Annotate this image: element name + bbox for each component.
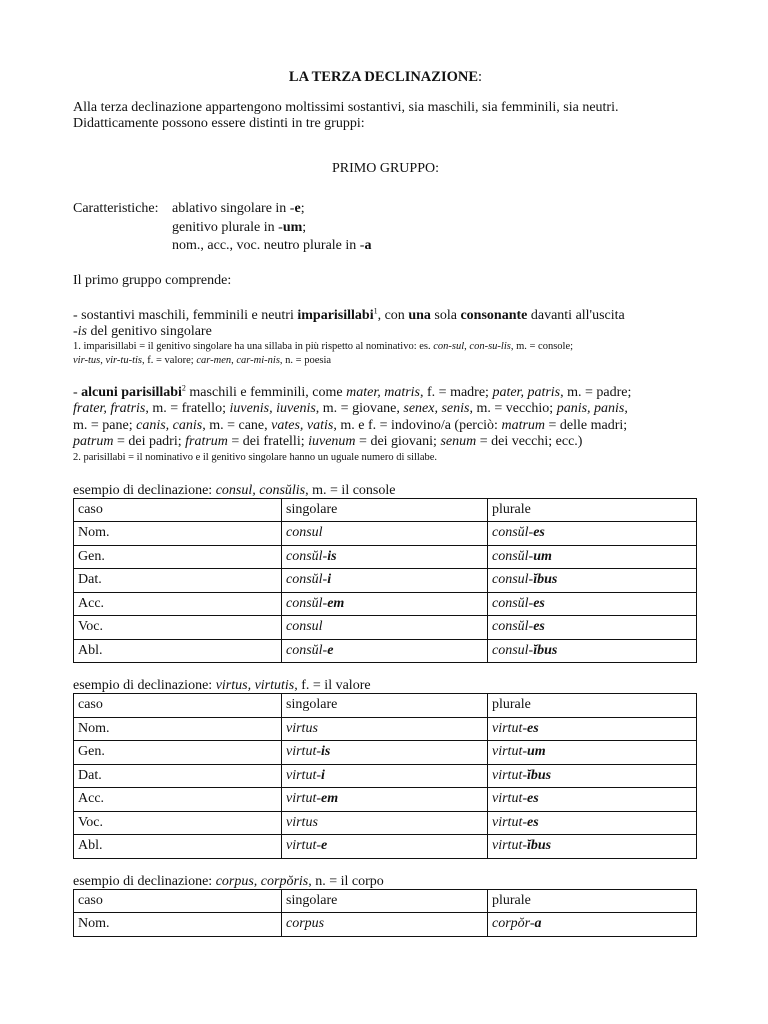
text-run: , f. = valore; xyxy=(142,354,197,366)
text-run-italic: senex, senis xyxy=(403,401,470,416)
text-run: esempio di declinazione: xyxy=(73,873,216,889)
text-run: - sostantivi maschili, femminili e neutri xyxy=(73,307,298,323)
text-run: esempio di declinazione: xyxy=(73,678,216,693)
text-run-italic: senum xyxy=(440,434,477,449)
singular-cell xyxy=(282,741,488,765)
table-row xyxy=(74,835,697,859)
table-row xyxy=(74,522,697,546)
text-run: = delle madri; xyxy=(545,417,628,433)
characteristic-tail: ; xyxy=(302,219,307,235)
plural-cell xyxy=(488,639,697,663)
text-run-italic: car-mi-nis xyxy=(236,354,280,366)
case-cell: Voc. xyxy=(74,616,282,640)
plural-cell xyxy=(488,913,697,937)
text-run-italic: corpus xyxy=(286,916,325,932)
footnote-1-line-1 xyxy=(73,340,698,354)
plural-cell xyxy=(488,616,697,640)
text-run: , xyxy=(231,354,237,366)
text-run-italic: patrum xyxy=(73,434,114,449)
table-row xyxy=(74,811,697,835)
text-run-italic: consŭl- xyxy=(286,642,328,658)
ending-bold-italic: i xyxy=(321,767,325,783)
table-header-row xyxy=(74,889,697,913)
point-2-line xyxy=(73,418,698,435)
text-run-italic: virtus xyxy=(286,720,318,736)
point-parisillabi xyxy=(73,382,698,451)
text-run-italic: con-sul xyxy=(433,340,465,352)
table-header-row xyxy=(74,498,697,522)
characteristic-item xyxy=(172,219,698,238)
characteristics-label: Caratteristiche: xyxy=(73,201,159,216)
case-cell: Acc. xyxy=(74,788,282,812)
text-run-italic: virtut- xyxy=(492,720,527,736)
text-run: , xyxy=(624,401,628,416)
text-run-italic: consŭl- xyxy=(492,619,534,635)
text-run-italic: virtut- xyxy=(492,791,527,807)
characteristics-block xyxy=(73,200,698,256)
table-header-row xyxy=(74,694,697,718)
characteristic-text: genitivo plurale in - xyxy=(172,219,283,235)
case-cell: Abl. xyxy=(74,639,282,663)
table-row xyxy=(74,592,697,616)
table-row xyxy=(74,545,697,569)
text-run: m. = pane; xyxy=(73,417,137,433)
example-caption xyxy=(73,484,698,498)
text-run-italic: consŭl- xyxy=(286,595,328,611)
text-run: sola xyxy=(430,307,461,323)
text-run: - xyxy=(73,384,82,400)
text-run-italic: consŭl- xyxy=(286,548,328,564)
column-header: plurale xyxy=(488,694,697,718)
footnote-ref: 2 xyxy=(181,382,186,392)
text-run: 1. imparisillabi = il genitivo singolare ha una sillaba in più rispetto al nominativo: es. xyxy=(73,340,434,352)
declension-table xyxy=(73,498,697,664)
ending-bold-italic: is xyxy=(327,548,337,564)
text-run-italic: con-su-lis xyxy=(469,340,511,352)
table-row xyxy=(74,788,697,812)
text-run: , m. = vecchio; xyxy=(469,401,557,416)
intro-line-1: Alla terza declinazione appartengono moltissimi sostantivi, sia maschili, sia femminili, sia neutri. xyxy=(73,100,619,115)
declension-table xyxy=(73,693,697,859)
singular-cell xyxy=(282,811,488,835)
case-cell: Gen. xyxy=(74,545,282,569)
table-row xyxy=(74,639,697,663)
singular-cell xyxy=(282,639,488,663)
ending-bold-italic: a xyxy=(534,916,542,932)
text-run: , xyxy=(100,354,106,366)
text-run: , f. = il valore xyxy=(294,678,371,693)
text-run-italic: frater, fratris xyxy=(73,401,146,416)
singular-cell xyxy=(282,788,488,812)
text-run: = dei fratelli; xyxy=(227,434,309,449)
ending-bold-italic: um xyxy=(533,548,552,564)
text-run: = dei giovani; xyxy=(355,434,441,449)
text-run: esempio di declinazione: xyxy=(73,482,216,498)
text-run: , m. = console; xyxy=(510,340,574,352)
text-run-italic: virtut- xyxy=(286,767,321,783)
text-run-italic: consŭl- xyxy=(492,595,534,611)
text-run-italic: iuvenis, iuvenis xyxy=(229,401,316,416)
text-run-italic: canis, canis xyxy=(136,417,203,433)
characteristic-tail: ; xyxy=(300,201,305,216)
text-run-italic: virtut- xyxy=(286,791,321,807)
column-header: singolare xyxy=(282,889,488,913)
example-caption xyxy=(73,875,698,889)
text-run-italic: virtus, virtutis xyxy=(215,678,295,693)
case-cell: Gen. xyxy=(74,741,282,765)
column-header: plurale xyxy=(488,498,697,522)
point-2-line xyxy=(73,382,698,402)
table-row xyxy=(74,717,697,741)
point-1-line-1 xyxy=(73,305,698,324)
characteristic-text: ablativo singolare in - xyxy=(172,201,295,216)
singular-cell xyxy=(282,545,488,569)
declension-table xyxy=(73,889,697,937)
plural-cell xyxy=(488,764,697,788)
ending-bold-italic: ĭbus xyxy=(527,767,552,783)
characteristics-list xyxy=(172,200,698,256)
text-run-bold: consonante xyxy=(460,307,528,323)
point-2-line xyxy=(73,434,698,451)
text-run-italic: consŭl- xyxy=(492,548,534,564)
intro-paragraph xyxy=(73,100,698,132)
ending-bold-italic: em xyxy=(327,595,345,611)
text-run-italic: consul xyxy=(286,619,323,635)
point-1-line-2 xyxy=(73,324,698,340)
text-run-italic: virtut- xyxy=(286,744,321,760)
text-run: , n. = il corpo xyxy=(308,873,384,889)
text-run-italic: fratrum xyxy=(185,434,228,449)
text-run-italic: corpus, corpŏris xyxy=(215,873,309,889)
text-run: , m. = padre; xyxy=(560,384,632,400)
group-contents-intro: Il primo gruppo comprende: xyxy=(73,272,232,288)
text-run-italic: virtus xyxy=(286,814,318,830)
text-run: , m. e f. = indovino/a (perciò: xyxy=(333,417,502,433)
text-run: , m. = il console xyxy=(305,482,396,498)
text-run-italic: consul- xyxy=(492,642,534,658)
point-2-line xyxy=(73,401,698,418)
plural-cell xyxy=(488,788,697,812)
table-row xyxy=(74,741,697,765)
text-run-italic: virtut- xyxy=(492,744,527,760)
ending-bold-italic: ĭbus xyxy=(533,642,558,658)
text-run-italic: car-men xyxy=(196,354,232,366)
singular-cell xyxy=(282,764,488,788)
ending-bold-italic: um xyxy=(527,744,546,760)
column-header: caso xyxy=(74,498,282,522)
case-cell: Abl. xyxy=(74,835,282,859)
intro-line-2: Didatticamente possono essere distinti in tre gruppi: xyxy=(73,116,365,131)
text-run: = dei vecchi; ecc.) xyxy=(476,434,583,449)
text-run: del genitivo singolare xyxy=(87,323,212,339)
singular-cell xyxy=(282,616,488,640)
text-run-italic: -is xyxy=(73,323,87,339)
text-run-italic: virtut- xyxy=(492,814,527,830)
column-header: caso xyxy=(74,889,282,913)
column-header: singolare xyxy=(282,498,488,522)
text-run: , m. = giovane, xyxy=(315,401,404,416)
singular-cell xyxy=(282,913,488,937)
text-run-italic: panis, panis xyxy=(556,401,625,416)
page-title-text: LA TERZA DECLINAZIONE xyxy=(288,69,479,85)
ending-bold-italic: es xyxy=(527,791,539,807)
ending-bold-italic: es xyxy=(533,525,545,541)
text-run: , n. = poesia xyxy=(279,354,332,366)
page-title xyxy=(73,66,698,88)
point-imparisillabi xyxy=(73,305,698,340)
text-run-italic: mater, matris xyxy=(346,384,421,400)
text-run-italic: matrum xyxy=(501,417,546,433)
plural-cell xyxy=(488,741,697,765)
ending-bold-italic: i xyxy=(327,572,332,588)
ending-bold-italic: es xyxy=(527,814,539,830)
text-run-italic: vates, vatis xyxy=(271,417,334,433)
characteristic-item xyxy=(172,200,698,219)
singular-cell xyxy=(282,835,488,859)
characteristic-text: nom., acc., voc. neutro plurale in - xyxy=(172,238,365,253)
plural-cell xyxy=(488,717,697,741)
text-run-italic: corpŏr- xyxy=(492,916,535,932)
case-cell: Dat. xyxy=(74,569,282,593)
case-cell: Nom. xyxy=(74,913,282,937)
footnote-ref: 1 xyxy=(373,305,378,315)
text-run: , f. = madre; xyxy=(420,384,493,400)
ending-bold-italic: es xyxy=(527,720,539,736)
text-run-bold: alcuni parisillabi xyxy=(81,384,182,400)
group-title: PRIMO GRUPPO: xyxy=(332,161,439,176)
column-header: singolare xyxy=(282,694,488,718)
plural-cell xyxy=(488,811,697,835)
text-run-italic: consŭl- xyxy=(286,572,328,588)
text-run: davanti all'uscita xyxy=(527,307,625,323)
plural-cell xyxy=(488,592,697,616)
page-title-colon: : xyxy=(478,69,483,85)
characteristic-ending: e xyxy=(294,201,301,216)
table-row xyxy=(74,764,697,788)
example-caption xyxy=(73,679,698,693)
ending-bold-italic: es xyxy=(533,619,545,635)
text-run-bold: imparisillabi xyxy=(297,307,374,323)
plural-cell xyxy=(488,545,697,569)
footnote-1-line-2 xyxy=(73,354,698,368)
ending-bold-italic: em xyxy=(321,791,339,807)
singular-cell xyxy=(282,717,488,741)
column-header: plurale xyxy=(488,889,697,913)
case-cell: Nom. xyxy=(74,522,282,546)
text-run-italic: vir-tus xyxy=(73,354,101,366)
text-run: , m. = fratello; xyxy=(145,401,230,416)
table-row xyxy=(74,913,697,937)
case-cell: Acc. xyxy=(74,592,282,616)
singular-cell xyxy=(282,592,488,616)
characteristic-item xyxy=(172,237,698,256)
singular-cell xyxy=(282,522,488,546)
ending-bold-italic: e xyxy=(321,838,328,854)
text-run-bold: una xyxy=(408,307,431,323)
table-row xyxy=(74,569,697,593)
ending-bold-italic: e xyxy=(327,642,334,658)
text-run-italic: vir-tu-tis xyxy=(105,354,143,366)
singular-cell xyxy=(282,569,488,593)
text-run-italic: virtut- xyxy=(286,838,321,854)
document-page xyxy=(73,66,698,937)
ending-bold-italic: ĭbus xyxy=(533,572,558,588)
text-run-italic: virtut- xyxy=(492,838,527,854)
text-run-italic: virtut- xyxy=(492,767,527,783)
ending-bold-italic: ĭbus xyxy=(527,838,552,854)
text-run: maschili e femminili, come xyxy=(185,384,347,400)
text-run-italic: pater, patris xyxy=(492,384,561,400)
plural-cell xyxy=(488,835,697,859)
text-run: , xyxy=(464,340,470,352)
case-cell: Voc. xyxy=(74,811,282,835)
plural-cell xyxy=(488,522,697,546)
text-run-italic: consul xyxy=(286,525,323,541)
text-run-italic: consul- xyxy=(492,572,534,588)
footnote-1 xyxy=(73,340,698,368)
ending-bold-italic: es xyxy=(533,595,545,611)
case-cell: Dat. xyxy=(74,764,282,788)
text-run: = dei padri; xyxy=(113,434,186,449)
characteristic-ending: a xyxy=(364,238,372,253)
text-run: , con xyxy=(377,307,409,323)
plural-cell xyxy=(488,569,697,593)
ending-bold-italic: is xyxy=(321,744,331,760)
column-header: caso xyxy=(74,694,282,718)
characteristic-ending: um xyxy=(282,219,303,235)
text-run-italic: consŭl- xyxy=(492,525,534,541)
footnote-2: 2. parisillabi = il nominativo e il genitivo singolare hanno un uguale numero di sillabe. xyxy=(73,451,438,463)
text-run-italic: iuvenum xyxy=(308,434,356,449)
text-run: , m. = cane, xyxy=(202,417,272,433)
table-row xyxy=(74,616,697,640)
case-cell: Nom. xyxy=(74,717,282,741)
text-run-italic: consul, consŭlis xyxy=(215,482,306,498)
